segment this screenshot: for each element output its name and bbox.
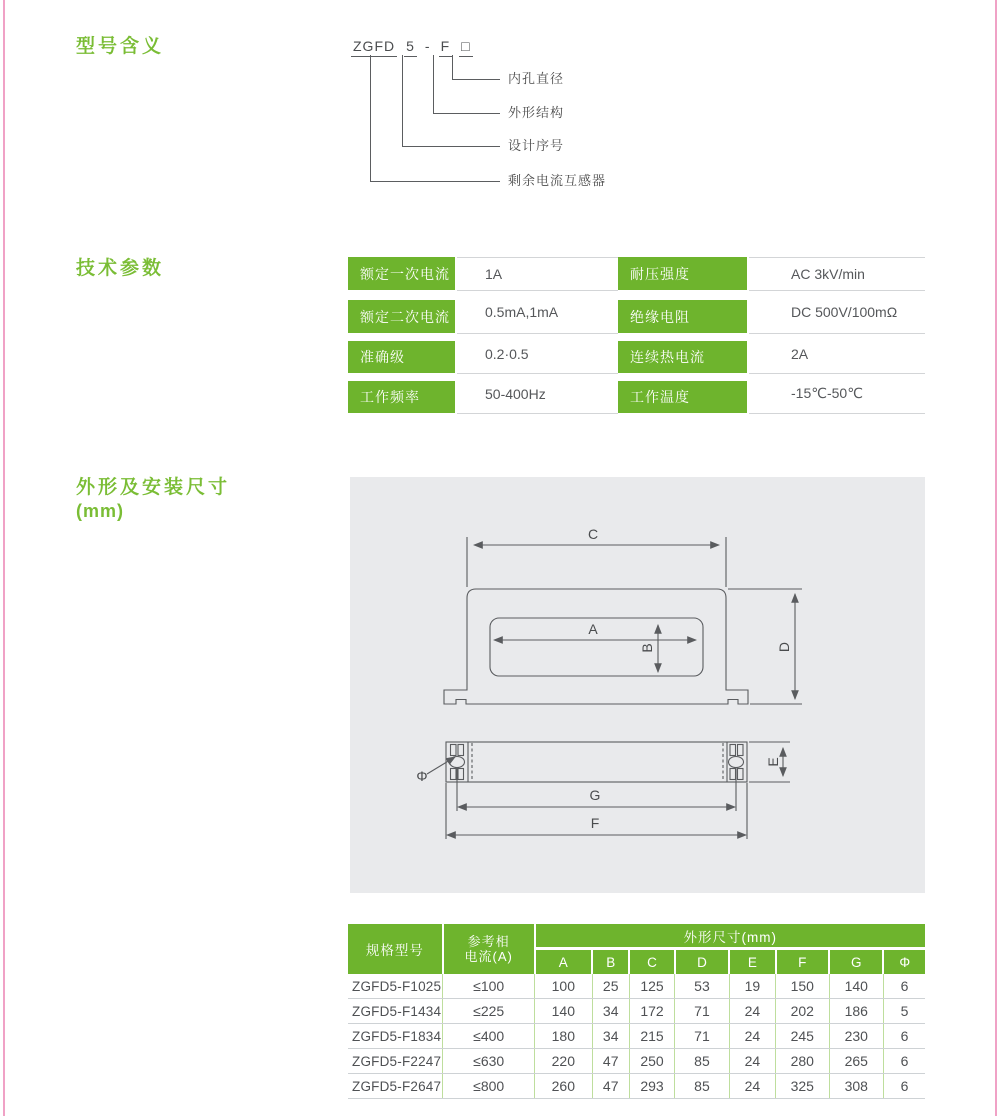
spec-cell-dim-G: 265	[829, 1049, 883, 1074]
spec-cell-dim-Φ: 6	[883, 1074, 925, 1099]
model-code-bore-box: □	[459, 38, 472, 57]
spec-header-dim-5: F	[776, 949, 829, 975]
spec-cell-dim-D: 85	[675, 1074, 729, 1099]
spec-row-1	[348, 974, 925, 999]
spec-cell-dim-Φ: 5	[883, 999, 925, 1024]
spec-header-outline-dims: 外形尺寸(mm)	[535, 924, 925, 949]
tech-label-col1-row4: 工作频率	[348, 381, 455, 413]
right-pink-border	[995, 0, 997, 1116]
left-slot-2	[458, 745, 464, 756]
right-slot-2	[738, 745, 744, 756]
spec-cell-dim-C: 125	[629, 974, 674, 999]
spec-cell-dim-D: 71	[675, 999, 729, 1024]
tech-label-col2-row3: 连续热电流	[618, 341, 747, 373]
dimension-drawing	[350, 477, 925, 893]
spec-header-dim-1: B	[592, 949, 629, 975]
dim-label-F: F	[590, 815, 600, 831]
spec-cell-model: ZGFD5-F1434	[348, 999, 443, 1024]
spec-cell-dim-B: 34	[592, 1024, 629, 1049]
dim-label-C: C	[587, 526, 599, 542]
section-title-outline-dims-unit: (mm)	[76, 501, 124, 521]
right-slot-3	[730, 769, 736, 780]
callout-label-structure: 外形结构	[508, 105, 565, 120]
spec-header-dim-3: D	[675, 949, 729, 975]
left-slot-3	[451, 769, 457, 780]
spec-table	[348, 924, 925, 1099]
left-slot-4	[458, 769, 464, 780]
spec-cell-dim-A: 180	[535, 1024, 592, 1049]
spec-cell-dim-B: 47	[592, 1049, 629, 1074]
dim-label-A: A	[588, 621, 598, 637]
spec-cell-dim-A: 100	[535, 974, 592, 999]
tech-value1-row3: 0.2·0.5	[457, 334, 618, 374]
spec-cell-dim-G: 308	[829, 1074, 883, 1099]
callout-label-bore: 内孔直径	[508, 71, 565, 86]
callout-line-structure	[433, 55, 434, 113]
callout-lead-bore	[452, 79, 500, 80]
dim-label-B: B	[639, 643, 655, 653]
left-slot-1	[451, 745, 457, 756]
spec-cell-current: ≤400	[443, 1024, 535, 1049]
callout-label-design-no: 设计序号	[508, 138, 565, 153]
dim-label-phi: Φ	[416, 768, 428, 784]
spec-cell-dim-A: 220	[535, 1049, 592, 1074]
spec-cell-dim-F: 280	[776, 1049, 829, 1074]
section-title-model-meaning: 型号含义	[76, 36, 165, 57]
spec-table-wrap	[348, 924, 925, 1099]
spec-header-ref-current-line1: 参考相	[467, 934, 510, 949]
spec-cell-dim-B: 25	[592, 974, 629, 999]
model-code-dash: -	[424, 38, 431, 54]
tech-value-column-1	[457, 257, 618, 413]
spec-cell-model: ZGFD5-F1025	[348, 974, 443, 999]
tech-value-column-2	[749, 257, 925, 413]
dim-label-D: D	[776, 641, 792, 653]
spec-cell-dim-D: 71	[675, 1024, 729, 1049]
spec-header-model: 规格型号	[348, 924, 443, 974]
spec-row-2	[348, 999, 925, 1024]
spec-header-dim-7: Φ	[883, 949, 925, 975]
spec-cell-dim-B: 47	[592, 1074, 629, 1099]
spec-header-dim-6: G	[829, 949, 883, 975]
dimension-drawing-panel	[350, 477, 925, 893]
spec-cell-dim-G: 140	[829, 974, 883, 999]
right-slot-1	[730, 745, 736, 756]
tech-label-col1-row1: 额定一次电流	[348, 257, 455, 290]
tech-value1-row2: 0.5mA,1mA	[457, 291, 618, 334]
spec-cell-model: ZGFD5-F1834	[348, 1024, 443, 1049]
callout-lead-series	[370, 181, 500, 182]
spec-cell-dim-A: 260	[535, 1074, 592, 1099]
spec-cell-current: ≤800	[443, 1074, 535, 1099]
spec-cell-current: ≤100	[443, 974, 535, 999]
callout-label-series: 剩余电流互感器	[508, 173, 607, 188]
callout-line-bore	[452, 55, 453, 79]
tech-label-col2-row2: 绝缘电阻	[618, 300, 747, 333]
tech-label-col2-row1: 耐压强度	[618, 257, 747, 290]
spec-cell-dim-Φ: 6	[883, 974, 925, 999]
model-code-design-no: 5	[404, 38, 417, 57]
left-pink-border	[3, 0, 5, 1116]
right-mounting-hole	[729, 757, 744, 768]
spec-cell-dim-C: 250	[629, 1049, 674, 1074]
tech-parameters-table	[348, 257, 925, 413]
spec-row-5	[348, 1074, 925, 1099]
section-title-tech-params: 技术参数	[76, 258, 165, 279]
section-title-outline-dims: 外形及安装尺寸	[76, 477, 231, 498]
top-view-body	[446, 742, 747, 782]
spec-cell-dim-F: 325	[776, 1074, 829, 1099]
spec-cell-current: ≤630	[443, 1049, 535, 1074]
spec-cell-dim-Φ: 6	[883, 1024, 925, 1049]
spec-cell-dim-E: 24	[729, 1049, 775, 1074]
spec-cell-dim-D: 85	[675, 1049, 729, 1074]
spec-cell-dim-G: 186	[829, 999, 883, 1024]
callout-lead-structure	[433, 113, 500, 114]
spec-cell-dim-A: 140	[535, 999, 592, 1024]
spec-header-ref-current-line2: 电流(A)	[464, 949, 513, 964]
model-code-series: ZGFD	[351, 38, 397, 57]
dim-label-E: E	[765, 757, 781, 767]
tech-value2-row2: DC 500V/100mΩ	[749, 291, 925, 334]
spec-header-dim-0: A	[535, 949, 592, 975]
spec-cell-dim-F: 245	[776, 1024, 829, 1049]
dim-label-G: G	[589, 787, 601, 803]
spec-cell-dim-Φ: 6	[883, 1049, 925, 1074]
spec-cell-current: ≤225	[443, 999, 535, 1024]
right-slot-4	[738, 769, 744, 780]
spec-cell-model: ZGFD5-F2647	[348, 1074, 443, 1099]
spec-cell-dim-F: 150	[776, 974, 829, 999]
spec-cell-model: ZGFD5-F2247	[348, 1049, 443, 1074]
spec-header-dim-2: C	[629, 949, 674, 975]
left-mounting-hole	[450, 757, 465, 768]
spec-cell-dim-E: 19	[729, 974, 775, 999]
spec-header-dim-4: E	[729, 949, 775, 975]
spec-cell-dim-E: 24	[729, 1024, 775, 1049]
spec-cell-dim-C: 215	[629, 1024, 674, 1049]
spec-cell-dim-B: 34	[592, 999, 629, 1024]
spec-cell-dim-C: 293	[629, 1074, 674, 1099]
spec-row-4	[348, 1049, 925, 1074]
tech-value1-row1: 1A	[457, 258, 618, 291]
spec-cell-dim-D: 53	[675, 974, 729, 999]
callout-line-design-no	[402, 55, 403, 146]
tech-value2-row4: -15℃-50℃	[749, 374, 925, 414]
tech-value2-row3: 2A	[749, 334, 925, 374]
spec-cell-dim-E: 24	[729, 1074, 775, 1099]
spec-cell-dim-G: 230	[829, 1024, 883, 1049]
tech-label-col1-row3: 准确级	[348, 341, 455, 373]
tech-value2-row1: AC 3kV/min	[749, 258, 925, 291]
tech-label-col2-row4: 工作温度	[618, 381, 747, 413]
callout-lead-design-no	[402, 146, 500, 147]
tech-value1-row4: 50-400Hz	[457, 374, 618, 414]
spec-header-ref-current	[443, 924, 535, 974]
spec-cell-dim-C: 172	[629, 999, 674, 1024]
callout-line-series	[370, 55, 371, 181]
spec-cell-dim-E: 24	[729, 999, 775, 1024]
spec-cell-dim-F: 202	[776, 999, 829, 1024]
model-code-structure: F	[439, 38, 453, 57]
spec-row-3	[348, 1024, 925, 1049]
tech-label-col1-row2: 额定二次电流	[348, 300, 455, 333]
